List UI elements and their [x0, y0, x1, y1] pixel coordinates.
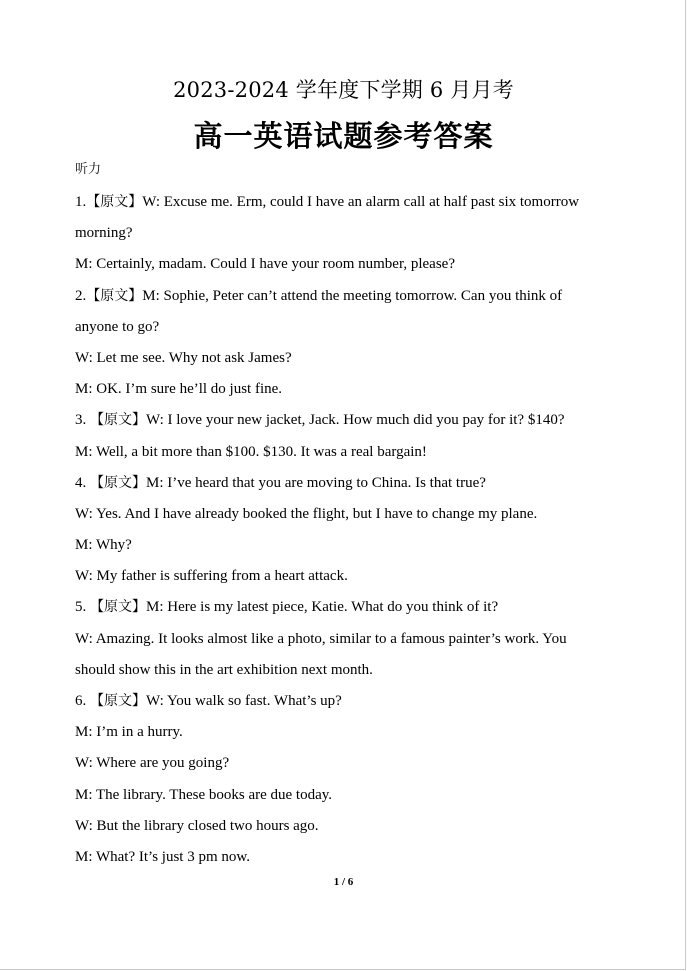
text-line — [75, 405, 615, 436]
text-line — [75, 624, 615, 655]
section-label: 听力 — [75, 162, 102, 177]
line-text: W: Excuse me. Erm, could I have an alarm call at half past six tomorrow — [142, 194, 580, 210]
line-text: W: My father is suffering from a heart attack. — [75, 568, 348, 585]
transcript-tag: 【原文】 — [90, 599, 146, 616]
line-text: M: I’ve heard that you are moving to China. Is that true? — [146, 474, 486, 491]
question-number: 5. — [75, 599, 90, 616]
text-line — [75, 655, 615, 686]
transcript-tag: 【原文】 — [90, 412, 146, 429]
text-line — [75, 592, 615, 623]
line-text: W: Yes. And I have already booked the flight, but I have to change my plane. — [75, 505, 538, 522]
text-line — [75, 343, 615, 374]
question-number: 1. — [75, 194, 87, 210]
transcript-tag: 【原文】 — [86, 287, 143, 304]
line-text: W: But the library closed two hours ago. — [75, 817, 319, 834]
text-line — [75, 811, 615, 842]
text-line — [75, 249, 615, 280]
question-number: 3. — [75, 412, 90, 429]
line-text: M: Here is my latest piece, Katie. What do you think of it? — [146, 599, 499, 616]
text-line — [75, 842, 615, 873]
line-text: M: Well, a bit more than $100. $130. It was a real bargain! — [75, 443, 427, 460]
line-text: M: Sophie, Peter can’t attend the meeting tomorrow. Can you think of — [142, 287, 563, 304]
text-line — [75, 312, 615, 343]
line-text: M: OK. I’m sure he’ll do just fine. — [75, 381, 283, 398]
line-text: W: You walk so fast. What’s up? — [146, 693, 342, 709]
text-line — [75, 530, 615, 561]
transcript-tag: 【原文】 — [86, 194, 143, 210]
line-text: W: Let me see. Why not ask James? — [75, 349, 292, 366]
text-line — [75, 218, 615, 249]
document-title: 高一英语试题参考答案 — [193, 119, 494, 153]
text-line — [75, 499, 615, 530]
line-text: should show this in the art exhibition next month. — [75, 661, 373, 678]
text-line — [75, 748, 615, 779]
exam-title: 2023-2024 学年度下学期 6 月月考 — [173, 78, 514, 102]
transcript-tag: 【原文】 — [90, 693, 146, 709]
line-text: anyone to go? — [75, 318, 160, 335]
text-line — [75, 374, 615, 405]
text-line — [75, 717, 615, 748]
text-line — [75, 468, 615, 499]
line-text: M: The library. These books are due today. — [75, 786, 333, 803]
line-text: W: Where are you going? — [75, 755, 230, 772]
line-text: M: I’m in a hurry. — [75, 724, 183, 741]
text-line — [75, 187, 615, 218]
line-text: M: Why? — [75, 537, 132, 554]
question-number: 2. — [75, 287, 87, 304]
text-line — [75, 437, 615, 468]
line-text: M: What? It’s just 3 pm now. — [75, 848, 250, 865]
transcript-tag: 【原文】 — [90, 474, 146, 491]
line-text: W: I love your new jacket, Jack. How much did you pay for it? $140? — [146, 412, 565, 429]
line-text: W: Amazing. It looks almost like a photo, similar to a famous painter’s work. You — [75, 630, 567, 647]
transcript-body — [75, 187, 615, 873]
text-line — [75, 780, 615, 811]
text-line — [75, 561, 615, 592]
question-number: 4. — [75, 474, 90, 491]
question-number: 6. — [75, 693, 90, 709]
text-line — [75, 281, 615, 312]
page-number: 1 / 6 — [333, 876, 354, 888]
text-line — [75, 686, 615, 717]
line-text: morning? — [75, 225, 133, 242]
line-text: M: Certainly, madam. Could I have your room number, please? — [75, 256, 455, 273]
